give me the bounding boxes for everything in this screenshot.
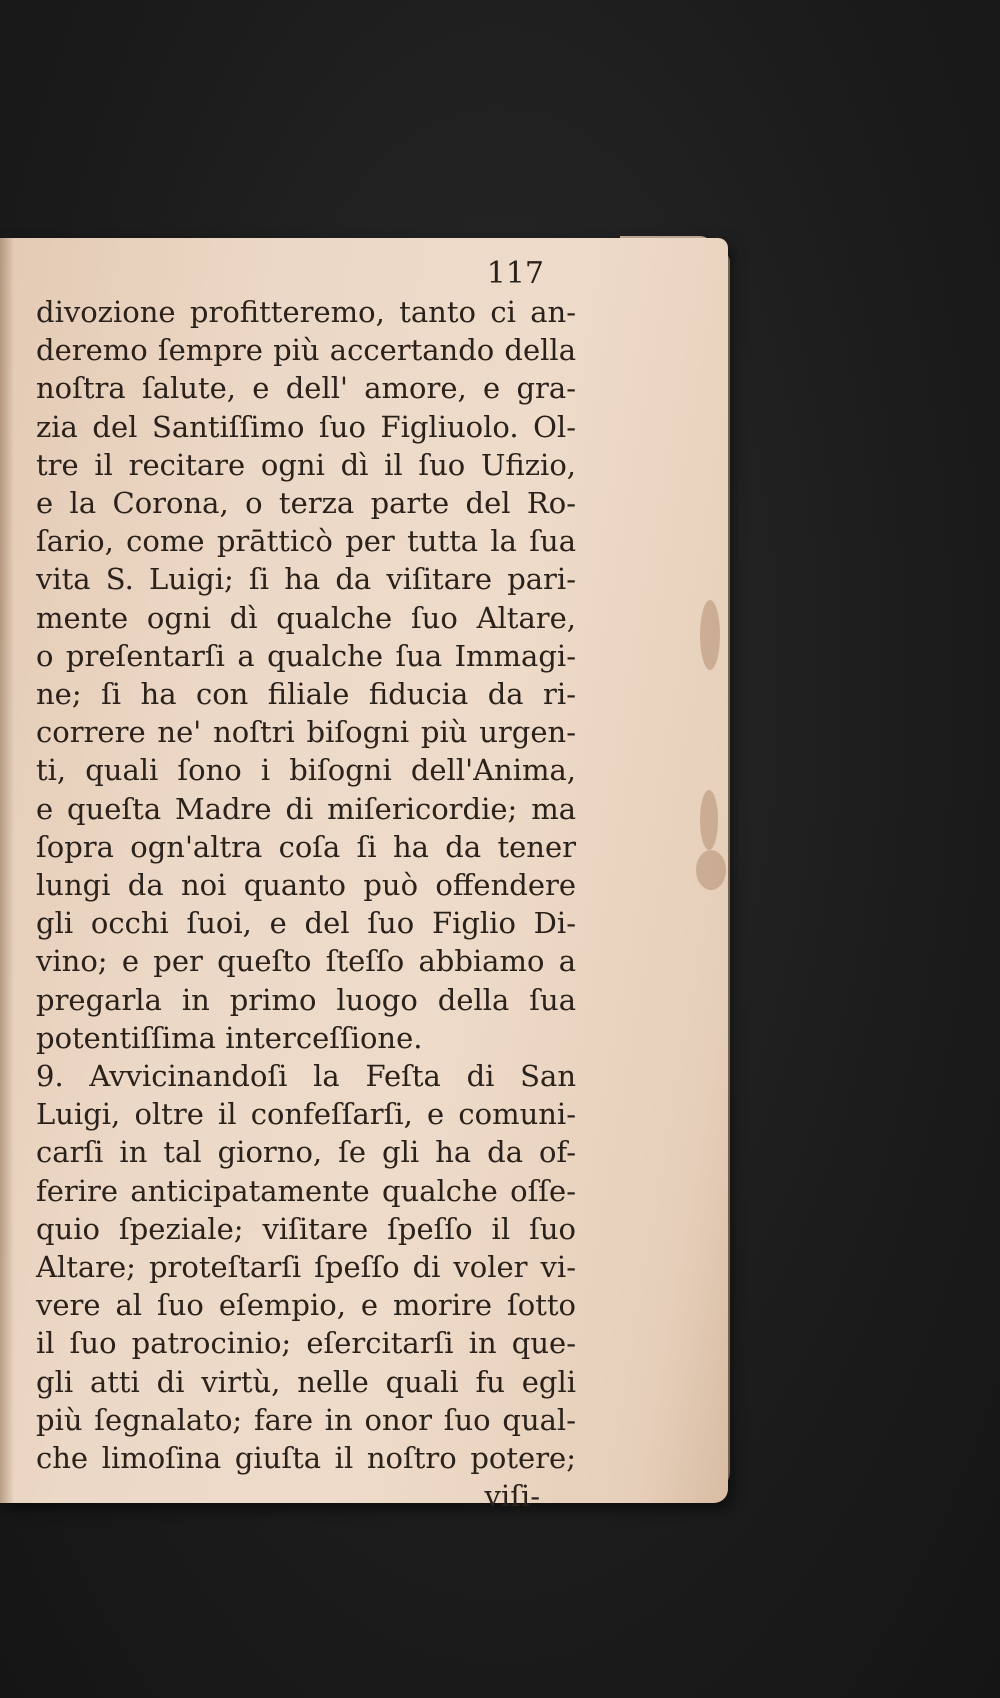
text-line: 9. Avvicinandoſi la Feſta di San [36, 1059, 576, 1094]
text-line: pregarla in primo luogo della ſua [36, 982, 576, 1017]
text-line: ſario, come prātticò per tutta la ſua [36, 524, 576, 559]
text-line: ti, quali ſono i biſogni dell'Anima, [36, 753, 576, 788]
gutter-shadow [0, 238, 14, 1503]
text-line: vita S. Luigi; ſi ha da viſitare pari- [36, 562, 576, 597]
text-line: quio ſpeziale; viſitare ſpeſſo il ſuo [36, 1211, 576, 1246]
text-line: e queſta Madre di miſericordie; ma [36, 791, 576, 826]
text-line: deremo ſempre più accertando della [36, 333, 576, 368]
text-line: divozione profitteremo, tanto ci an- [36, 295, 576, 329]
text-line: noſtra ſalute, e dell' amore, e gra- [36, 371, 576, 406]
text-line: il ſuo patrocinio; eſercitarſi in que- [36, 1326, 576, 1361]
text-line: vino; e per queſto ſteſſo abbiamo a [36, 944, 576, 979]
text-line: gli occhi ſuoi, e del ſuo Figlio Di- [36, 906, 576, 941]
text-line: ne; ſi ha con filiale fiducia da ri- [36, 677, 576, 712]
text-line: ferire anticipatamente qualche oſſe- [36, 1173, 576, 1208]
text-line: gli atti di virtù, nelle quali fu egli [36, 1364, 576, 1399]
text-line: vere al ſuo eſempio, e morire ſotto [36, 1288, 576, 1323]
catchword: viſi- [484, 1479, 540, 1514]
text-line: Luigi, oltre il confeſſarſi, e comuni- [36, 1097, 576, 1132]
page-stain [696, 850, 726, 890]
text-line: potentiſſima interceſſione. [36, 1020, 423, 1055]
text-line: Altare; proteſtarſi ſpeſſo di voler vi- [36, 1250, 576, 1285]
page-stain [700, 790, 718, 850]
text-line: mente ogni dì qualche ſuo Altare, [36, 600, 576, 635]
page-stain [700, 600, 720, 670]
text-line: carſi in tal giorno, ſe gli ha da of- [36, 1135, 576, 1170]
text-line: correre ne' noſtri biſogni più urgen- [36, 715, 576, 750]
page-text [36, 255, 576, 1516]
text-line: più ſegnalato; fare in onor ſuo qual- [36, 1402, 576, 1437]
text-line: o preſentarſi a qualche ſua Immagi- [36, 638, 576, 673]
page-number: 117 [486, 256, 544, 291]
text-line: e la Corona, o terza parte del Ro- [36, 486, 576, 521]
text-line: ſopra ogn'altra coſa ſi ha da tener [36, 829, 576, 864]
text-line: lungi da noi quanto può offendere [36, 868, 576, 903]
text-line: tre il recitare ogni dì il ſuo Ufizio, [36, 447, 576, 482]
text-line: che limoſina giuſta il noſtro potere; [36, 1441, 576, 1476]
text-line: zia del Santiſſimo ſuo Figliuolo. Ol- [36, 409, 576, 444]
